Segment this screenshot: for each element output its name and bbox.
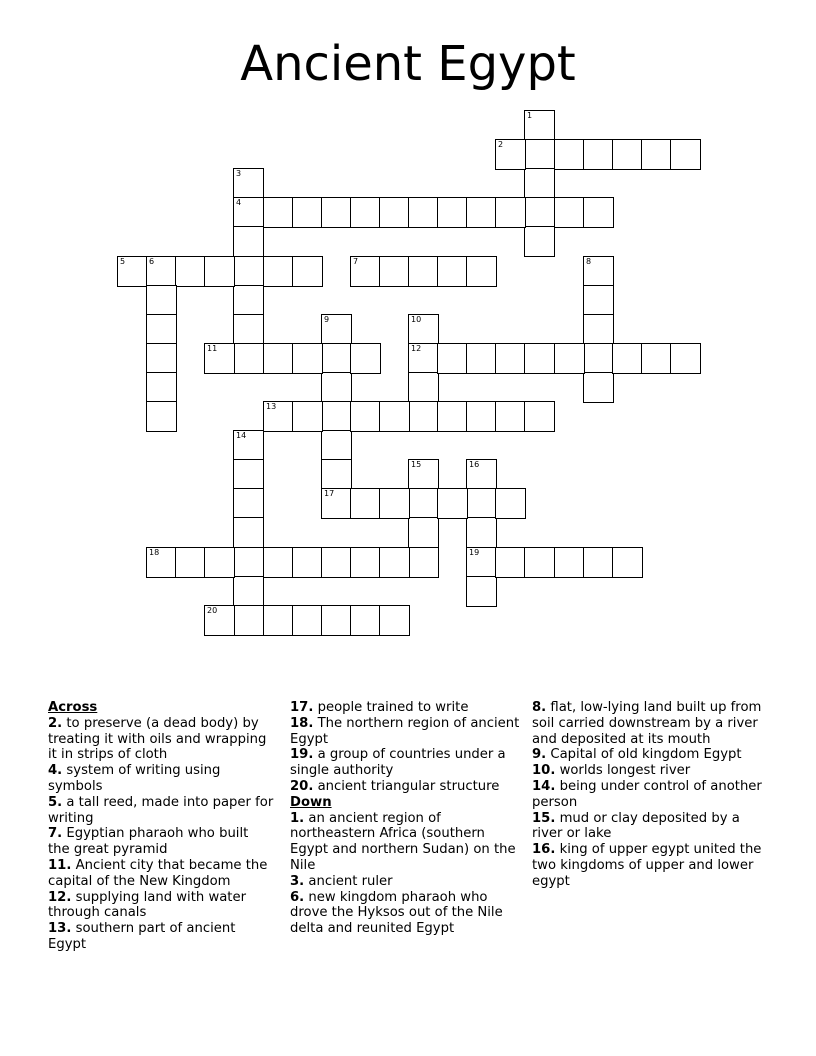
clue-number: 14 [236, 431, 247, 440]
grid-cell[interactable] [495, 197, 526, 228]
across-clue-17: 17. people trained to write [290, 700, 469, 715]
grid-cell[interactable] [495, 401, 526, 432]
grid-cell[interactable] [292, 197, 323, 228]
grid-cell[interactable] [233, 197, 264, 228]
down-heading: Down [290, 794, 332, 810]
grid-cell[interactable] [495, 139, 526, 170]
grid-cell[interactable] [670, 139, 701, 170]
grid-cell[interactable] [263, 256, 294, 287]
grid-cell[interactable] [524, 343, 555, 374]
grid-cell[interactable] [146, 547, 177, 578]
grid-cell[interactable] [524, 168, 555, 199]
grid-cell[interactable] [583, 343, 614, 374]
grid-cell[interactable] [321, 430, 352, 461]
clue-number: 5 [120, 257, 126, 266]
grid-cell[interactable] [583, 197, 614, 228]
grid-cell[interactable] [233, 256, 264, 287]
grid-cell[interactable] [233, 168, 264, 199]
clue-number: 1 [527, 111, 533, 120]
grid-cell[interactable] [583, 372, 614, 403]
grid-cell[interactable] [379, 547, 410, 578]
grid-cell[interactable] [263, 547, 294, 578]
grid-cell[interactable] [350, 401, 381, 432]
grid-cell[interactable] [554, 343, 585, 374]
clue-number: 17 [324, 489, 335, 498]
grid-cell[interactable] [379, 605, 410, 636]
grid-cell[interactable] [583, 285, 614, 316]
grid-cell[interactable] [146, 285, 177, 316]
grid-cell[interactable] [466, 517, 497, 548]
across-heading: Across [48, 700, 98, 715]
clue-number: 3 [236, 169, 242, 178]
grid-cell[interactable] [554, 197, 585, 228]
grid-cell[interactable] [263, 343, 294, 374]
grid-cell[interactable] [146, 401, 177, 432]
clue-number: 10 [411, 315, 422, 324]
grid-cell[interactable] [583, 547, 614, 578]
grid-cell[interactable] [466, 488, 497, 519]
across-clue-4: 4. system of writing using symbols [48, 763, 221, 794]
clue-number: 2 [498, 140, 504, 149]
down-clue-1: 1. an ancient region of northeastern Africa (southern Egypt and northern Sudan) on the Nile [290, 810, 516, 873]
grid-cell[interactable] [233, 430, 264, 461]
grid-cell[interactable] [670, 343, 701, 374]
clues-column-2 [290, 700, 526, 937]
grid-cell[interactable] [146, 372, 177, 403]
grid-cell[interactable] [466, 197, 497, 228]
grid-cell[interactable] [466, 256, 497, 287]
grid-cell[interactable] [466, 343, 497, 374]
clue-number: 4 [236, 198, 242, 207]
grid-cell[interactable] [437, 488, 468, 519]
clue-number: 8 [586, 257, 592, 266]
grid-cell[interactable] [408, 459, 439, 490]
grid-cell[interactable] [350, 197, 381, 228]
across-clue-19: 19. a group of countries under a single authority [290, 747, 506, 779]
grid-cell[interactable] [437, 197, 468, 228]
down-clue-3: 3. ancient ruler [290, 873, 393, 889]
grid-cell[interactable] [466, 547, 497, 578]
clue-number: 9 [324, 315, 330, 324]
clue-number: 20 [207, 606, 218, 615]
grid-cell[interactable] [233, 459, 264, 490]
grid-cell[interactable] [524, 226, 555, 257]
grid-cell[interactable] [204, 547, 235, 578]
grid-cell[interactable] [321, 547, 352, 578]
across-clue-2: 2. to preserve (a dead body) by treating it with oils and wrapping it in strips of cloth [48, 715, 267, 763]
grid-cell[interactable] [117, 256, 148, 287]
grid-cell[interactable] [292, 401, 323, 432]
across-clue-12: 12. supplying land with water through canals [48, 889, 247, 921]
grid-cell[interactable] [146, 343, 177, 374]
grid-cell[interactable] [292, 605, 323, 636]
down-clue-8: 8. flat, low-lying land built up from soil carried downstream by a river and deposited at its mouth [532, 700, 762, 747]
grid-cell[interactable] [466, 401, 497, 432]
down-clue-6: 6. new kingdom pharaoh who drove the Hyksos out of the Nile delta and reunited Egypt [290, 889, 503, 937]
grid-cell[interactable] [379, 197, 410, 228]
page-title: Ancient Egypt [240, 36, 576, 92]
grid-cell[interactable] [495, 343, 526, 374]
grid-cell[interactable] [612, 547, 643, 578]
across-clue-11: 11. Ancient city that became the capital of the New Kingdom [48, 857, 268, 889]
grid-cell[interactable] [408, 372, 439, 403]
down-clue-16: 16. king of upper egypt united the two kingdoms of upper and lower egypt [532, 842, 762, 889]
grid-cell[interactable] [350, 488, 381, 519]
grid-cell[interactable] [583, 139, 614, 170]
grid-cell[interactable] [292, 547, 323, 578]
grid-cell[interactable] [204, 256, 235, 287]
grid-cell[interactable] [495, 547, 526, 578]
grid-cell[interactable] [321, 314, 352, 345]
grid-cell[interactable] [350, 547, 381, 578]
grid-cell[interactable] [321, 372, 352, 403]
grid-cell[interactable] [437, 343, 468, 374]
down-clue-15: 15. mud or clay deposited by a river or lake [532, 810, 740, 842]
clues-column-1 [48, 700, 274, 953]
grid-cell[interactable] [350, 343, 381, 374]
grid-cell[interactable] [233, 488, 264, 519]
clue-number: 12 [411, 344, 422, 353]
grid-cell[interactable] [554, 139, 585, 170]
clues-column-3 [532, 700, 764, 890]
clue-number: 11 [207, 344, 218, 353]
grid-cell[interactable] [379, 256, 410, 287]
grid-cell[interactable] [233, 314, 264, 345]
grid-cell[interactable] [350, 256, 381, 287]
grid-cell[interactable] [437, 401, 468, 432]
grid-cell[interactable] [466, 576, 497, 607]
clue-number: 16 [469, 460, 480, 469]
grid-cell[interactable] [524, 110, 555, 141]
grid-cell[interactable] [233, 343, 264, 374]
grid-cell[interactable] [408, 517, 439, 548]
grid-cell[interactable] [612, 343, 643, 374]
grid-cell[interactable] [408, 547, 439, 578]
down-clue-14: 14. being under control of another person [532, 778, 762, 810]
grid-cell[interactable] [641, 139, 672, 170]
grid-cell[interactable] [204, 605, 235, 636]
grid-cell[interactable] [175, 547, 206, 578]
clue-number: 15 [411, 460, 422, 469]
down-clue-9: 9. Capital of old kingdom Egypt [532, 747, 742, 763]
grid-cell[interactable] [233, 547, 264, 578]
grid-cell[interactable] [233, 576, 264, 607]
clue-number: 19 [469, 548, 480, 557]
grid-cell[interactable] [408, 343, 439, 374]
grid-cell[interactable] [408, 401, 439, 432]
grid-cell[interactable] [350, 605, 381, 636]
grid-cell[interactable] [583, 314, 614, 345]
grid-cell[interactable] [292, 256, 323, 287]
grid-cell[interactable] [524, 547, 555, 578]
grid-cell[interactable] [263, 605, 294, 636]
across-clue-20: 20. ancient triangular structure [290, 778, 500, 794]
clue-number: 13 [266, 402, 277, 411]
grid-cell[interactable] [146, 256, 177, 287]
grid-cell[interactable] [146, 314, 177, 345]
grid-cell[interactable] [583, 256, 614, 287]
across-clue-18: 18. The northern region of ancient Egypt [290, 715, 520, 747]
grid-cell[interactable] [554, 547, 585, 578]
across-clue-7: 7. Egyptian pharaoh who built the great pyramid [48, 826, 249, 858]
clue-number: 6 [149, 257, 155, 266]
grid-cell[interactable] [641, 343, 672, 374]
grid-cell[interactable] [379, 401, 410, 432]
grid-cell[interactable] [321, 343, 352, 374]
grid-cell[interactable] [321, 401, 352, 432]
grid-cell[interactable] [408, 256, 439, 287]
grid-cell[interactable] [437, 256, 468, 287]
grid-cell[interactable] [408, 314, 439, 345]
grid-cell[interactable] [408, 488, 439, 519]
grid-cell[interactable] [408, 197, 439, 228]
grid-cell[interactable] [524, 197, 555, 228]
grid-cell[interactable] [233, 226, 264, 257]
grid-cell[interactable] [612, 139, 643, 170]
grid-cell[interactable] [524, 401, 555, 432]
grid-cell[interactable] [321, 197, 352, 228]
grid-cell[interactable] [292, 343, 323, 374]
grid-cell[interactable] [263, 197, 294, 228]
grid-cell[interactable] [233, 285, 264, 316]
grid-cell[interactable] [175, 256, 206, 287]
grid-cell[interactable] [379, 488, 410, 519]
grid-cell[interactable] [233, 605, 264, 636]
grid-cell[interactable] [466, 459, 497, 490]
clue-number: 7 [353, 257, 359, 266]
down-clue-10: 10. worlds longest river [532, 763, 691, 779]
grid-cell[interactable] [233, 517, 264, 548]
grid-cell[interactable] [204, 343, 235, 374]
clue-number: 18 [149, 548, 160, 557]
grid-cell[interactable] [524, 139, 555, 170]
grid-cell[interactable] [321, 605, 352, 636]
across-clue-13: 13. southern part of ancient Egypt [48, 921, 236, 952]
grid-cell[interactable] [321, 459, 352, 490]
grid-cell[interactable] [495, 488, 526, 519]
grid-cell[interactable] [263, 401, 294, 432]
grid-cell[interactable] [321, 488, 352, 519]
across-clue-5: 5. a tall reed, made into paper for writing [48, 794, 274, 826]
